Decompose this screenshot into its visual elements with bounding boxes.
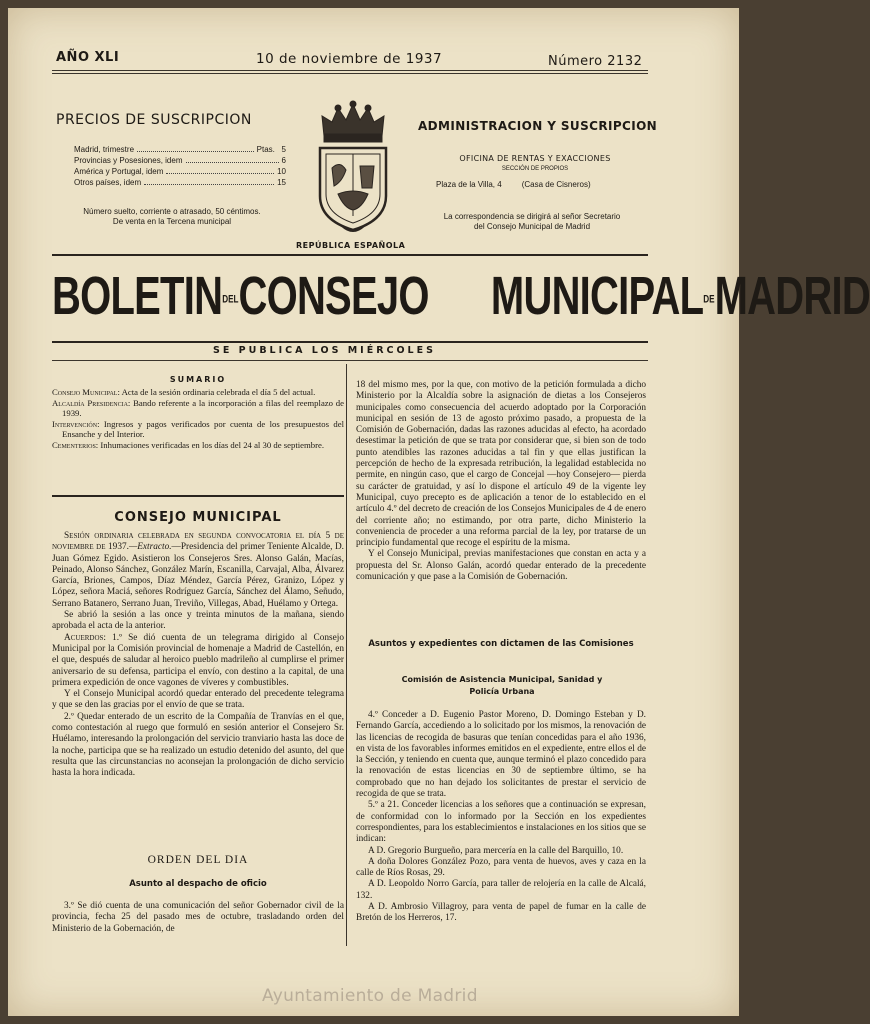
admin-title: ADMINISTRACION Y SUSCRIPCION [418, 119, 658, 133]
top-rule [52, 70, 648, 71]
paragraph: A D. Ambrosio Villagroy, para venta de papel de fumar en la calle de Bretón de los Herreros, 17. [356, 902, 646, 924]
summary-item: Intervención: Ingresos y pagos verificados por cuenta de los presupuestos del Ensanche y del Interior. [52, 418, 344, 440]
subtitle-rule [52, 360, 648, 361]
subscription-title: PRECIOS DE SUSCRIPCION [56, 112, 252, 128]
publication-day: SE PUBLICA LOS MIÉRCOLES [213, 345, 436, 356]
masthead-rule-bottom [52, 341, 648, 343]
orden-del-dia-heading: ORDEN DEL DIA [147, 854, 249, 866]
right-column-text [356, 380, 646, 583]
paragraph: 2.º Quedar enterado de un escrito de la Compañía de Tranvías en el que, como contestación al ruego que formuló en sesión anterior el Consejero Sr. Huélamo, interesando la prolongación del servicio tranviario hasta las doce de la noche, participa que se ha realizado un estudio detenido del asunto, del que resulta que las circunstancias no aconsejan la prolongación de dicho servicio hasta la hora indicada. [52, 711, 344, 779]
left-column-text [52, 531, 344, 780]
top-rule-2 [52, 73, 648, 74]
price-row: Otros países, idem 15 [74, 178, 286, 187]
summary-item: Consejo Municipal: Acta de la sesión ordinaria celebrada el día 5 del actual. [52, 387, 316, 397]
paragraph: 18 del mismo mes, por la que, con motivo de la petición formulada a dicho Ministerio por la Alcaldía sobre la asignación de dietas a los Consejeros municipales como consecuencia del acuerdo adoptado por la Corporación municipal en sesión de 13 de agosto próximo pasado, a propuesta de la Comisión de Gobernación, dadas las razones aducidas al efecto, ha acordado desestimar la petición de que se trata por considerar que, si bien son de todo punto atendibles las razones aducidas a tal fin y que ellas justifican la percepción de hecho de la expresada retribución, la legalidad establecida no permite, en ningún caso, que el cargo de Concejal —hoy Consejero— pierda su carácter de gratuidad, y así lo dispone el artículo 49 de la vigente ley Municipal, cuyo precepto es de aplicación a tenor de lo establecido en el artículo 4.º del decreto de creación de los Consejos Municipales de 4 de enero del corriente año; no estimando, por otra parte, dicho Ministerio la conveniencia de proceder a una reforma parcial de la ley, por tratarse de un principio fundamental que recoge el espíritu de la misma. [356, 380, 646, 549]
section-title: CONSEJO MUNICIPAL [114, 510, 282, 525]
price-row: América y Portugal, idem 10 [74, 167, 286, 176]
asuntos-heading: Asuntos y expedientes con dictamen de las Comisiones [368, 639, 634, 649]
despacho-heading: Asunto al despacho de oficio [129, 879, 267, 889]
newspaper-page [8, 8, 870, 1016]
admin-address: Plaza de la Villa, 4 (Casa de Cisneros) [436, 180, 591, 189]
paragraph: Y el Consejo Municipal, previas manifestaciones que constan en acta y a propuesta del Sr. Alonso Galán, acordó quedar enterado de la precedente comunicación y que pase a la Comisión de Gobernación. [356, 549, 646, 583]
coat-of-arms-icon [312, 98, 394, 236]
watermark: Ayuntamiento de Madrid [262, 986, 478, 1006]
paragraph: 5.º a 21. Conceder licencias a los señores que a continuación se expresan, de conformidad con lo informado por la Sección en los expedientes correspondientes, para los establecimientos e instalaciones en los sitios que se indican: [356, 800, 646, 845]
column-divider [346, 364, 347, 946]
admin-office: OFICINA DE RENTAS Y EXACCIONES SECCIÓN DE PROPIOS [459, 154, 611, 172]
price-row: Provincias y Posesiones, idem 6 [74, 156, 286, 165]
paragraph: Y el Consejo Municipal acordó quedar enterado del precedente telegrama y que se den las gracias por el envío de que se trata. [52, 689, 344, 711]
admin-correspondence: La correspondencia se dirigirá al señor Secretario del Consejo Municipal de Madrid [443, 212, 621, 231]
issue-date: 10 de noviembre de 1937 [256, 51, 443, 67]
summary-item: Alcaldía Presidencia: Bando referente a la incorporación a filas del reemplazo de 1939. [52, 397, 344, 419]
year-label: AÑO XLI [56, 50, 120, 65]
left-column-text-end [52, 901, 344, 935]
paragraph: 3.º Se dió cuenta de una comunicación del señor Gobernador civil de la provincia, fecha 25 del pasado mes de octubre, trasladando orden del Ministerio de la Gobernación, de [52, 901, 344, 934]
paragraph: Acuerdos: 1.º Se dió cuenta de un telegrama dirigido al Consejo Municipal por la Comisión provincial de homenaje a Madrid de Castellón, en el que, después de saludar al heroico pueblo madrileño al cumplirse el primer aniversario de su defensa, participa el envío, con destino a la capital, de una primera expedición de once vagones de víveres y combustibles. [52, 632, 344, 688]
issue-number: Número 2132 [548, 54, 643, 69]
summary-rule [52, 495, 344, 497]
masthead-title: BOLETINDELCONSEJO MUNICIPALDEMADRID [52, 266, 870, 326]
paragraph: A D. Leopoldo Norro García, para taller de relojería en la calle de Alcalá, 132. [356, 879, 646, 901]
paragraph: Se abrió la sesión a las once y treinta minutos de la mañana, siendo aprobada el acta de la anterior. [52, 610, 344, 632]
masthead-rule-top [52, 254, 648, 256]
paragraph: A doña Dolores González Pozo, para venta de huevos, aves y caza en la calle de Ríos Rosas, 29. [356, 856, 646, 879]
summary-title: SUMARIO [169, 375, 227, 384]
republic-label: REPÚBLICA ESPAÑOLA [296, 241, 406, 250]
paragraph: 4.º Conceder a D. Eugenio Pastor Moreno, D. Domingo Esteban y D. Fernando García, accediendo a lo solicitado por los mismos, la renovación de las licencias de recogida de basuras que tenían concedidas para el año 1936, en vista de los favorables informes emitidos en el expediente, entre ellos el de la Sección, y teniendo en cuenta que, aunque terminó el plazo concedido para la renovación de estas licencias en 30 de septiembre último, se ha comprobado que no han dejado los solicitantes de prestar el servicio de recogida de que se trata. [356, 710, 646, 800]
subscription-note: Número suelto, corriente o atrasado, 50 céntimos. De venta en la Tercena municipal [83, 207, 261, 226]
price-row: Madrid, trimestre Ptas. 5 [74, 145, 286, 154]
summary-list [52, 387, 344, 451]
summary-item: Cementerios: Inhumaciones verificadas en los días del 24 al 30 de septiembre. [52, 439, 325, 450]
comision-heading: Comisión de Asistencia Municipal, Sanidad y Policía Urbana [401, 675, 603, 696]
right-column-text-2 [356, 710, 646, 925]
paragraph: Sesión ordinaria celebrada en segunda convocatoria el día 5 de noviembre de 1937.—Extracto.—Presidencia del primer Teniente Alcalde, D. Juan Gómez Egido. Asistieron los Consejeros Sres. Alonso Galán, Macías, Peinado, Alonso Sánchez, González Marín, Escanilla, Carvajal, Alba, Álvarez García, Briones, Campos, Díaz Méndez, García Pérez, Granizo, López y López, señora Maciá, señores Rodríguez García, Sánchez del Álamo, Señudo, Serrano Batanero, Serrano Juan, Treviño, Villegas, Abad, Huélamo y Ortega. [52, 531, 344, 609]
paragraph: A D. Gregorio Burgueño, para mercería en la calle del Barquillo, 10. [368, 845, 624, 856]
subscription-price-list [74, 144, 286, 188]
